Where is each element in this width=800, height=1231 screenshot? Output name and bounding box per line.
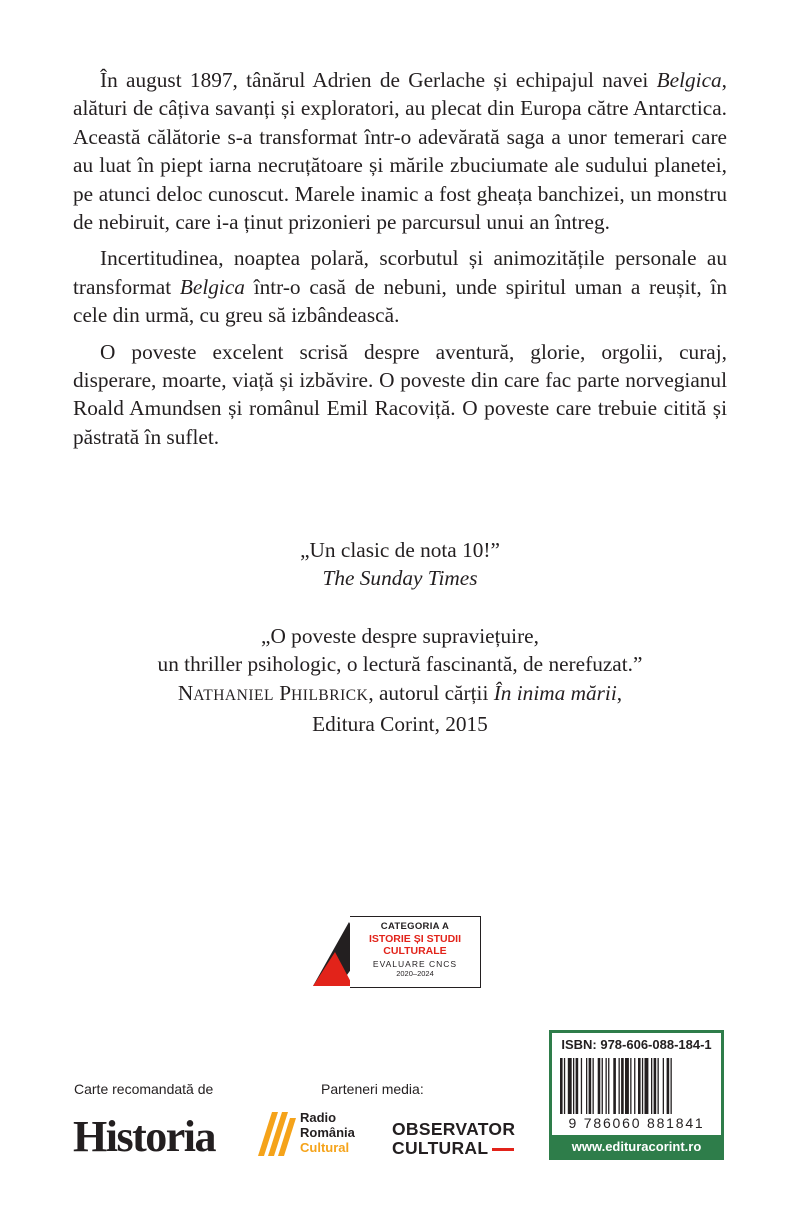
isbn-number: ISBN: 978-606-088-184-1 [561,1037,712,1052]
blurb-paragraph-1: În august 1897, tânărul Adrien de Gerlache și echipajul navei Belgica, alături de câțiva savanți și exploratori, au plecat din Europa către Antarctica. Această călătorie s-a transformat într-o adevărată saga a unor temerari care au luat în piept iarna necruțătoare și mările zbuciumate ale sudului planetei, pe atunci deloc cunoscut. Marele inamic a fost gheața banchizei, un monstru de nebiruit, care i-a ținut prizonieri pe parcursul unui an întreg. [73,68,727,235]
barcode-bar [658,1058,659,1114]
barcode-bar [645,1058,649,1114]
radio-waves-icon [254,1108,298,1158]
red-bar-icon [492,1148,514,1151]
barcode-bar [651,1058,652,1114]
barcode-bar [619,1058,620,1114]
category-box: CATEGORIA A ISTORIE ȘI STUDII CULTURALE EVALUARE CNCS 2020–2024 [350,916,481,988]
barcode-bar [630,1058,631,1114]
barcode-bar [593,1058,594,1114]
quote-publisher: Editura Corint, 2015 [312,712,488,737]
barcode-bar [663,1058,664,1114]
review-quote-2 [0,622,800,739]
barcode-bar [581,1058,582,1114]
barcode-bar [608,1058,609,1114]
historia-logo: Historia [73,1112,215,1161]
observator-cultural-logo: OBSERVATOR CULTURAL [392,1119,516,1158]
back-cover-blurb [73,66,727,459]
isbn-barcode-block [549,1030,724,1160]
barcode-bar [638,1058,641,1114]
review-quote-1 [0,536,800,593]
barcode-bar [602,1058,603,1114]
quote-attribution: NATHANIEL PHILBRICK, autorul cărții În inima mării, [177,680,623,705]
book-title: În inima mării [493,680,617,705]
barcode-bar [667,1058,670,1114]
barcode-bar [589,1058,592,1114]
radio-romania-cultural-logo: Radio România Cultural [254,1108,374,1160]
media-partners-label: Parteneri media: [321,1081,424,1097]
barcode-bar [606,1058,607,1114]
cncs-category-badge [313,916,483,988]
barcode-bar [671,1058,672,1114]
barcode-bar [598,1058,601,1114]
barcode-bar [613,1058,616,1114]
barcode-bar [621,1058,624,1114]
quote-source: The Sunday Times [322,566,478,591]
barcode-bar [564,1058,565,1114]
quote-line-1: „O poveste despre supraviețuire, [261,624,539,648]
quote-line-2: un thriller psihologic, o lectură fascinantă, de nerefuzat.” [157,652,643,677]
ship-name: Belgica [179,274,245,299]
barcode-icon [558,1058,715,1114]
ship-name: Belgica [656,68,722,92]
barcode-bar [573,1058,574,1114]
barcode-bar [654,1058,657,1114]
blurb-paragraph-3: O poveste excelent scrisă despre aventură, glorie, orgolii, curaj, disperare, moarte, viață și izbăvire. O poveste din care fac parte norvegianul Roald Amundsen și românul Emil Racoviță. O poveste care trebuie citită și păstrată în suflet. [73,339,727,449]
barcode-bar [586,1058,587,1114]
barcode-bar [642,1058,643,1114]
quote-text: „Un clasic de nota 10!” [300,538,500,562]
barcode-bar [568,1058,572,1114]
barcode-bar [634,1058,635,1114]
barcode-bar [576,1058,579,1114]
barcode-bar [625,1058,629,1114]
recommended-label: Carte recomandată de [74,1081,214,1097]
blurb-paragraph-2: Incertitudinea, noaptea polară, scorbutul și animozitățile personale au transformat Belgica într-o casă de nebuni, unde spiritul uman a reușit, în cele din urmă, cu greu să izbândească. [73,246,727,328]
barcode-digits: 9 786060 881841 [568,1115,705,1131]
publisher-url: www.edituracorint.ro [571,1139,702,1154]
barcode-bar [560,1058,563,1114]
